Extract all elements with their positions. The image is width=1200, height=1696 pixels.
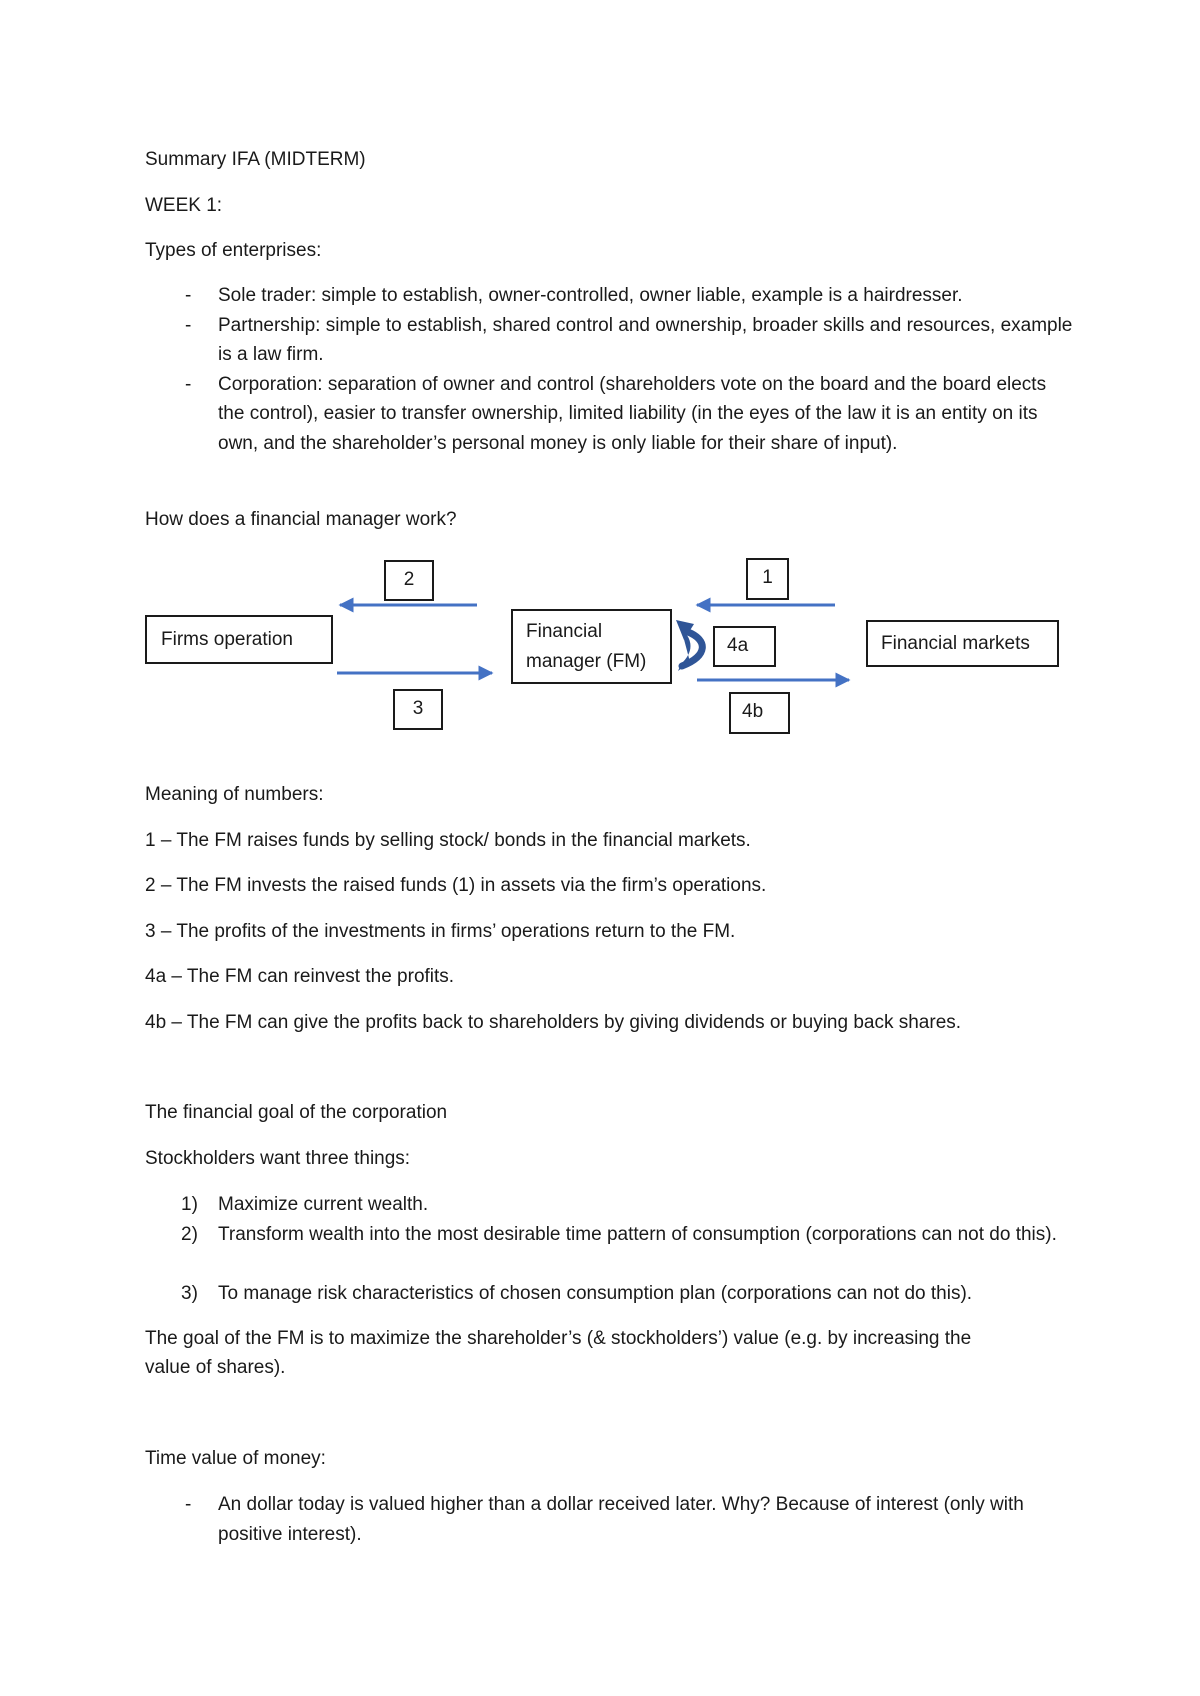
list-item-text: Corporation: separation of owner and control (shareholders vote on the board and the board elects the control), easier to transfer ownership, limited liability (in the eyes of the law it is an entity on its own, and the shareholder’s personal money is only liable for their share of input). (218, 373, 1047, 454)
week-heading: WEEK 1: (145, 195, 223, 216)
goal-text-line: The goal of the FM is to maximize the shareholder’s (& stockholders’) value (e.g. by increasing the (145, 1328, 972, 1349)
numbered-item-text: Maximize current wealth. (218, 1194, 429, 1215)
meaning-heading: Meaning of numbers: (145, 784, 324, 805)
financial-markets-box (866, 620, 1059, 667)
dash-bullet: - (185, 314, 192, 336)
financial-manager-label-line1: Financial (526, 621, 603, 642)
dash-bullet: - (185, 1494, 192, 1515)
types-heading: Types of enterprises: (145, 240, 322, 261)
label-box-4a: 4a (713, 626, 776, 667)
label-box-1: 1 (746, 558, 789, 600)
dash-bullet: - (185, 285, 192, 306)
list-item-text: Partnership: simple to establish, shared control and ownership, broader skills and resources, example is a law firm. (218, 314, 1073, 365)
time-value-heading: Time value of money: (145, 1448, 326, 1469)
numbered-item-text: Transform wealth into the most desirable time pattern of consumption (corporations can not do this). (218, 1223, 1057, 1245)
dash-bullet: - (185, 373, 192, 395)
meaning-item: 2 – The FM invests the raised funds (1) in assets via the firm’s operations. (145, 875, 767, 896)
financial-markets-label: Financial markets (881, 633, 1030, 654)
financial-manager-label-line2: manager (FM) (526, 651, 647, 672)
meaning-item: 4b – The FM can give the profits back to shareholders by giving dividends or buying back shares. (145, 1012, 962, 1033)
firms-operation-box (145, 615, 333, 664)
number-marker: 3) (181, 1282, 198, 1304)
list-item-text: Sole trader: simple to establish, owner-controlled, owner liable, example is a hairdresser. (218, 285, 963, 306)
label-box-3: 3 (393, 689, 443, 730)
label-box-4b: 4b (729, 692, 790, 734)
numbered-item-text: To manage risk characteristics of chosen consumption plan (corporations can not do this). (218, 1282, 973, 1304)
financial-manager-box (511, 609, 672, 684)
numbered-item (145, 1190, 1075, 1220)
number-marker: 1) (181, 1194, 198, 1215)
label-box-2: 2 (384, 560, 434, 601)
stockholders-heading: Stockholders want three things: (145, 1148, 411, 1169)
list-item-time-value (145, 1490, 1075, 1549)
meaning-item: 1 – The FM raises funds by selling stock/ bonds in the financial markets. (145, 830, 751, 851)
financial-goal-heading: The financial goal of the corporation (145, 1102, 448, 1123)
list-item-text: An dollar today is valued higher than a dollar received later. Why? Because of interest (only with positive interest). (218, 1494, 1024, 1545)
number-marker: 2) (181, 1223, 198, 1245)
numbered-item (145, 1220, 1075, 1250)
firms-operation-label: Firms operation (161, 629, 293, 650)
numbered-item (145, 1279, 1075, 1309)
goal-text-line: value of shares). (145, 1357, 286, 1378)
meaning-item: 4a – The FM can reinvest the profits. (145, 966, 455, 987)
meaning-item: 3 – The profits of the investments in firms’ operations return to the FM. (145, 921, 736, 942)
document-title: Summary IFA (MIDTERM) (145, 149, 366, 170)
fm-question: How does a financial manager work? (145, 509, 457, 530)
